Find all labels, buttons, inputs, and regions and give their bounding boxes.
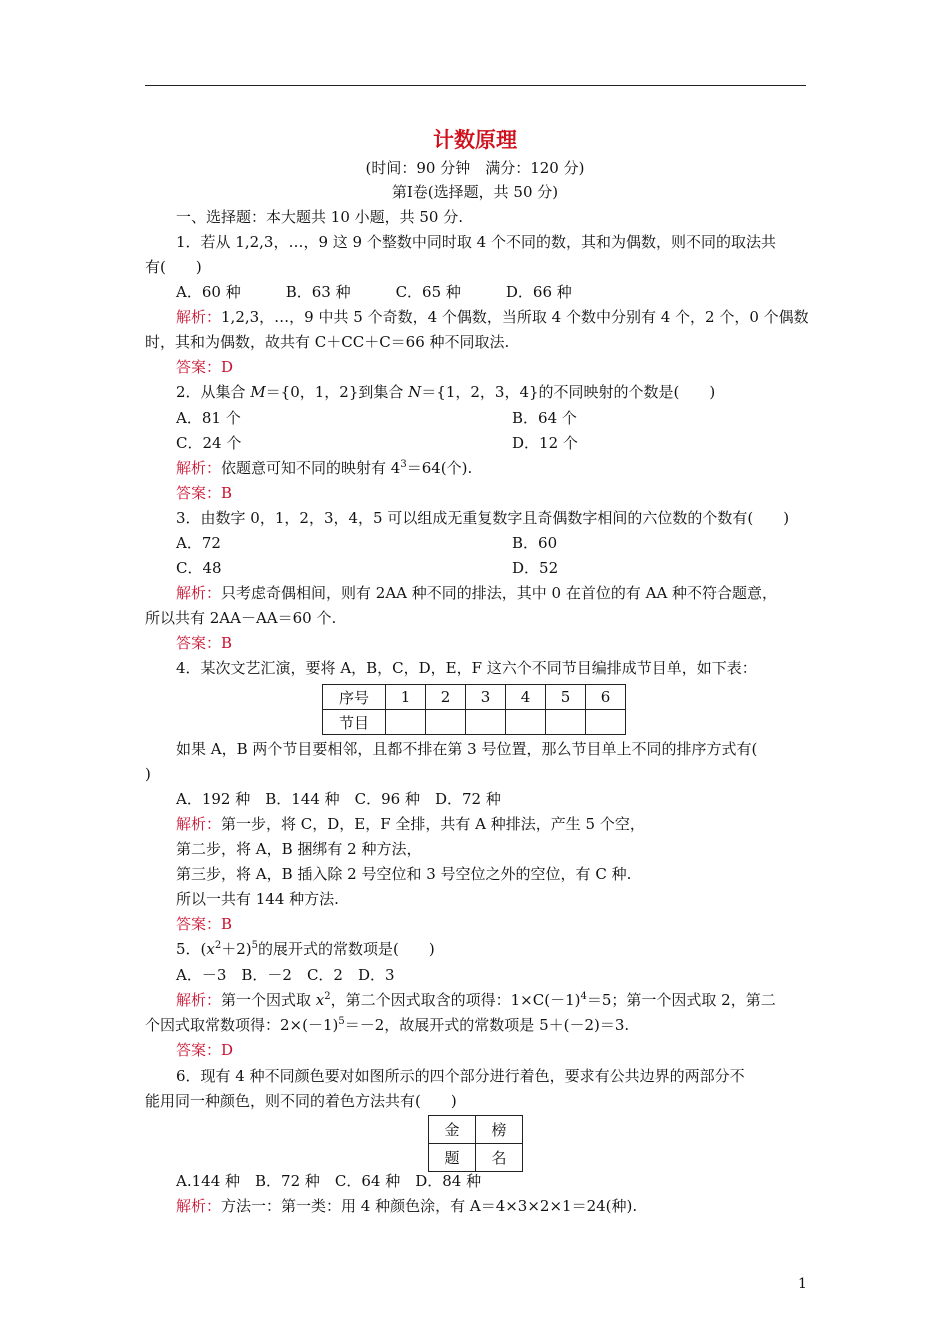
q4-options: A．192 种 B．144 种 C．96 种 D．72 种 <box>176 790 501 808</box>
q5-stem-c: 的展开式的常数项是( ) <box>258 940 435 958</box>
q5-options: A．－3 B．－2 C．2 D．3 <box>176 966 395 984</box>
q2-stem-b: ＝{0，1，2}到集合 <box>265 383 409 401</box>
q6-stem-line1: 6．现有 4 种不同颜色要对如图所示的四个部分进行着色，要求有公共边界的两部分不 <box>176 1067 745 1085</box>
q6-jiexi <box>176 1196 637 1216</box>
q2-stem-a: 2．从集合 <box>176 383 251 401</box>
q4-jiexi <box>176 814 645 834</box>
q3-jiexi <box>176 583 777 603</box>
q5-stem <box>176 939 435 959</box>
coloring-grid <box>428 1115 523 1172</box>
grid-cell: 题 <box>429 1144 476 1172</box>
q1-answer: 答案：D <box>176 358 234 376</box>
q4-stem: 4．某次文艺汇演，要将 A，B，C，D，E，F 这六个不同节目编排成节目单，如下表： <box>176 659 757 677</box>
q2-option-a: A．81 个 <box>176 409 241 427</box>
table-cell <box>466 710 506 735</box>
q5-stem-b: ＋2) <box>221 940 252 958</box>
jiexi-label: 解析： <box>176 459 222 477</box>
q3-stem: 3．由数字 0，1，2，3，4，5 可以组成无重复数字且奇偶数字相间的六位数的个数有( ) <box>176 509 790 527</box>
header-rule <box>145 85 806 86</box>
q2-option-b: B．64 个 <box>512 409 577 427</box>
q5-answer: 答案：D <box>176 1041 234 1059</box>
q5-jiexi-sup4: 4 <box>580 991 587 1002</box>
q2-stem-c: ＝{1，2，3，4}的不同映射的个数是( ) <box>421 383 716 401</box>
jiexi-label: 解析： <box>176 815 222 833</box>
q3-jiexi-text: 只考虑奇偶相间，则有 2AA 种不同的排法，其中 0 在首位的有 AA 种不符合题意， <box>221 584 778 602</box>
program-table <box>322 684 626 735</box>
q5-jiexi-sup5: 5 <box>338 1016 345 1027</box>
q2-jiexi <box>176 458 472 478</box>
q5-jiexi-x: x <box>315 991 325 1009</box>
q1-options: A．60 种 B．63 种 C．65 种 D．66 种 <box>176 283 572 301</box>
q4-jiexi-line4: 所以一共有 144 种方法. <box>176 890 339 908</box>
q6-stem-line2: 能用同一种颜色，则不同的着色方法共有( ) <box>145 1092 457 1110</box>
q3-option-a: A．72 <box>176 534 221 552</box>
table-cell: 序号 <box>323 685 386 710</box>
q4-jiexi-line3: 第三步，将 A，B 插入除 2 号空位和 3 号空位之外的空位，有 C 种. <box>176 865 632 883</box>
jiexi-label: 解析： <box>176 991 222 1009</box>
q5-jiexi-b: ，第二个因式取含的项得：1×C(－1) <box>330 991 581 1009</box>
table-row <box>323 710 626 735</box>
table-cell: 2 <box>426 685 466 710</box>
q3-jiexi-line2: 所以共有 2AA－AA＝60 个. <box>145 609 337 627</box>
q2-set-n: N <box>408 383 422 401</box>
q2-jiexi-b: ＝64(个). <box>406 459 473 477</box>
q5-jiexi-a: 第一个因式取 <box>221 991 316 1009</box>
q2-option-c: C．24 个 <box>176 434 242 452</box>
q5-var-x: x <box>206 940 215 958</box>
q2-jiexi-a: 依题意可知不同的映射有 4 <box>221 459 401 477</box>
q2-set-m: M <box>250 383 266 401</box>
q5-sup5: 5 <box>251 940 259 951</box>
page-title: 计数原理 <box>433 127 517 152</box>
table-row <box>429 1116 523 1144</box>
q3-answer: 答案：B <box>176 634 233 652</box>
table-cell <box>506 710 546 735</box>
table-row <box>323 685 626 710</box>
table-cell: 节目 <box>323 710 386 735</box>
q4-jiexi-text: 第一步，将 C，D，E，F 全排，共有 A 种排法，产生 5 个空， <box>221 815 645 833</box>
q4-jiexi-line2: 第二步，将 A，B 捆绑有 2 种方法， <box>176 840 422 858</box>
q2-answer: 答案：B <box>176 484 233 502</box>
table-cell <box>546 710 586 735</box>
q2-stem <box>176 382 715 402</box>
table-cell <box>586 710 626 735</box>
q4-after-line1: 如果 A，B 两个节目要相邻，且都不排在第 3 号位置，那么节目单上不同的排序方式有( <box>176 740 758 758</box>
q1-jiexi-text: 1,2,3，…，9 中共 5 个奇数，4 个偶数，当所取 4 个数中分别有 4 个，2 个，0 个偶数 <box>221 308 809 326</box>
page-number: 1 <box>798 1276 807 1292</box>
q5-jiexi-line2 <box>145 1015 629 1035</box>
q5-jiexi <box>176 990 776 1010</box>
grid-cell: 名 <box>476 1144 523 1172</box>
table-row <box>429 1144 523 1172</box>
time-line: (时间：90 分钟 满分：120 分) <box>365 159 585 177</box>
q1-stem-line2: 有( ) <box>145 258 202 276</box>
q5-jiexi-c: ＝5；第一个因式取 2，第二 <box>586 991 776 1009</box>
grid-cell: 金 <box>429 1116 476 1144</box>
q1-jiexi <box>176 307 809 327</box>
table-cell <box>426 710 466 735</box>
section-line: 一、选择题：本大题共 10 小题，共 50 分. <box>176 208 464 226</box>
volume-line: 第Ⅰ卷(选择题，共 50 分) <box>391 183 559 201</box>
q1-stem-line1: 1．若从 1,2,3，…，9 这 9 个整数中同时取 4 个不同的数，其和为偶数，则不同的取法共 <box>176 233 776 251</box>
jiexi-label: 解析： <box>176 308 222 326</box>
q6-jiexi-text: 方法一：第一类：用 4 种颜色涂，有 A＝4×3×2×1＝24(种). <box>221 1197 638 1215</box>
q2-jiexi-sup: 3 <box>400 459 407 470</box>
table-cell: 5 <box>546 685 586 710</box>
jiexi-label: 解析： <box>176 1197 222 1215</box>
table-cell: 1 <box>386 685 426 710</box>
table-cell: 4 <box>506 685 546 710</box>
table-cell: 6 <box>586 685 626 710</box>
table-cell: 3 <box>466 685 506 710</box>
q4-answer: 答案：B <box>176 915 233 933</box>
q5-jiexi-line2-a: 个因式取常数项得：2×(－1) <box>145 1016 339 1034</box>
q5-jiexi-sup2: 2 <box>324 991 331 1002</box>
q2-option-d: D．12 个 <box>512 434 578 452</box>
jiexi-label: 解析： <box>176 584 222 602</box>
q1-jiexi-line2: 时，其和为偶数，故共有 C＋CC＋C＝66 种不同取法. <box>145 333 510 351</box>
q6-options: A.144 种 B．72 种 C．64 种 D．84 种 <box>176 1172 482 1190</box>
table-cell <box>386 710 426 735</box>
q4-after-line2: ) <box>145 765 151 783</box>
q3-option-b: B．60 <box>512 534 558 552</box>
q3-option-c: C．48 <box>176 559 222 577</box>
q3-option-d: D．52 <box>512 559 559 577</box>
q5-jiexi-line2-b: ＝－2，故展开式的常数项是 5＋(－2)＝3. <box>344 1016 630 1034</box>
q5-stem-a: 5．( <box>176 940 207 958</box>
grid-cell: 榜 <box>476 1116 523 1144</box>
q5-sup2: 2 <box>214 940 222 951</box>
